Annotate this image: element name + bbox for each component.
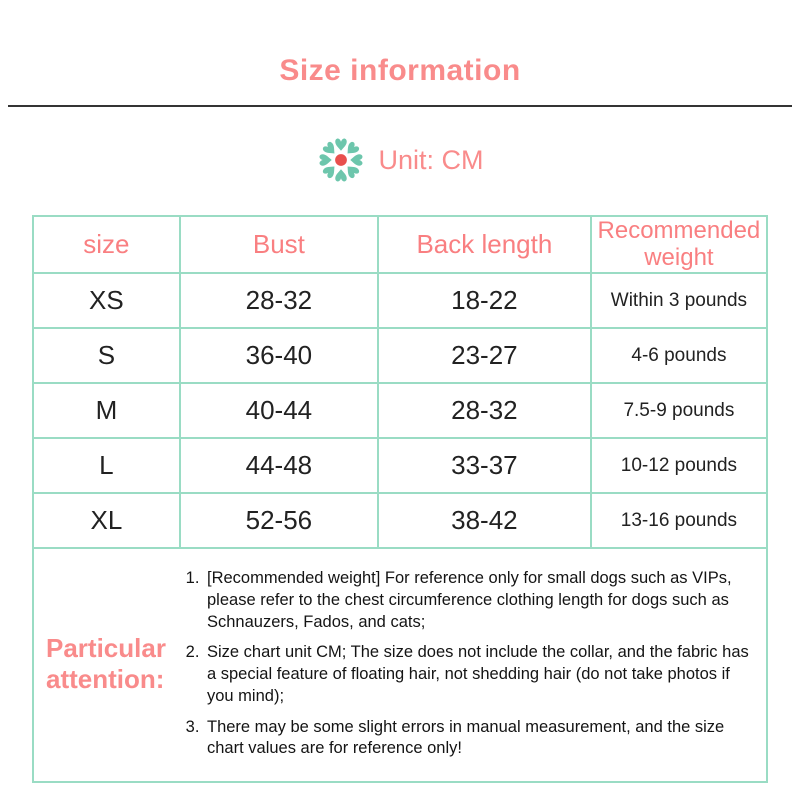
cell-weight: 7.5-9 pounds xyxy=(591,383,767,438)
cell-size: L xyxy=(33,438,180,493)
cell-bust: 40-44 xyxy=(180,383,378,438)
attention-section xyxy=(32,549,768,783)
title-divider xyxy=(8,105,792,107)
cell-weight: 4-6 pounds xyxy=(591,328,767,383)
cell-back: 38-42 xyxy=(378,493,591,548)
unit-row xyxy=(0,131,800,189)
attention-note-3: 3. There may be some slight errors in manual measurement, and the size chart values are for reference only! xyxy=(204,717,754,761)
table-row-l xyxy=(33,438,767,493)
cell-size: XS xyxy=(33,273,180,328)
page-title: Size information xyxy=(279,54,521,87)
flower-icon xyxy=(316,135,366,185)
cell-bust: 36-40 xyxy=(180,328,378,383)
cell-size: S xyxy=(33,328,180,383)
cell-bust: 28-32 xyxy=(180,273,378,328)
column-header-back-length: Back length xyxy=(378,216,591,273)
cell-size: M xyxy=(33,383,180,438)
cell-back: 23-27 xyxy=(378,328,591,383)
cell-back: 18-22 xyxy=(378,273,591,328)
cell-bust: 52-56 xyxy=(180,493,378,548)
table-row-xl xyxy=(33,493,767,548)
table-row-s xyxy=(33,328,767,383)
attention-note-2: 2. Size chart unit CM; The size does not include the collar, and the fabric has a special feature of floating hair, not shedding hair (do not take photos if you mind); xyxy=(204,642,754,707)
column-header-bust: Bust xyxy=(180,216,378,273)
column-header-size: size xyxy=(33,216,180,273)
cell-size: XL xyxy=(33,493,180,548)
unit-label: Unit: CM xyxy=(378,144,484,175)
cell-back: 28-32 xyxy=(378,383,591,438)
attention-notes xyxy=(180,559,754,769)
cell-bust: 44-48 xyxy=(180,438,378,493)
table-row-m xyxy=(33,383,767,438)
column-header-weight: Recommended weight xyxy=(591,216,767,273)
cell-back: 33-37 xyxy=(378,438,591,493)
attention-label: Particular attention: xyxy=(46,633,166,695)
cell-weight: 13-16 pounds xyxy=(591,493,767,548)
cell-weight: Within 3 pounds xyxy=(591,273,767,328)
table-header-row xyxy=(33,216,767,273)
cell-weight: 10-12 pounds xyxy=(591,438,767,493)
table-row-xs xyxy=(33,273,767,328)
attention-note-1: 1. [Recommended weight] For reference only for small dogs such as VIPs, please refer to the chest circumference clothing length for dogs such as Schnauzers, Fados, and cats; xyxy=(204,568,754,633)
size-table xyxy=(32,215,768,549)
